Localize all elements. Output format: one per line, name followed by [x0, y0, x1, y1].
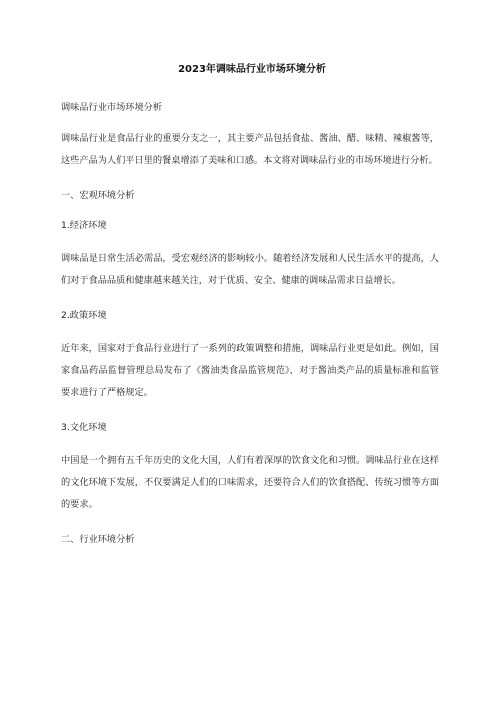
section-heading-macro: 一、宏观环境分析 [61, 190, 135, 201]
section-heading-economy: 1.经济环境 [61, 220, 107, 231]
section-heading-industry: 二、行业环境分析 [61, 534, 135, 545]
section-text-economy: 调味品是日常生活必需品，受宏观经济的影响较小。随着经济发展和人民生活水平的提高，人们对于食品品质和健康越来越关注，对于优质、安全、健康的调味品需求日益增长。 [61, 253, 439, 286]
document-title: 2023年调味品行业市场环境分析 [178, 64, 326, 75]
intro-paragraph: 调味品行业是食品行业的重要分支之一，其主要产品包括食盐、酱油、醋、味精、辣椒酱等，这些产品为人们平日里的餐桌增添了美味和口感。本文将对调味品行业的市场环境进行分析。 [61, 133, 439, 166]
document-subtitle: 调味品行业市场环境分析 [61, 102, 163, 113]
section-text-culture: 中国是一个拥有五千年历史的文化大国，人们有着深厚的饮食文化和习惯。调味品行业在这样的文化环境下发展，不仅要满足人们的口味需求，还要符合人们的饮食搭配、传统习惯等方面的要求。 [61, 455, 439, 510]
section-text-policy: 近年来，国家对于食品行业进行了一系列的政策调整和措施，调味品行业更是如此。例如，国家食品药品监督管理总局发布了《酱油类食品监管规范》，对于酱油类产品的质量标准和监管要求进行了严格规定。 [61, 343, 439, 398]
section-heading-culture: 3.文化环境 [61, 422, 107, 433]
section-heading-policy: 2.政策环境 [61, 310, 107, 321]
